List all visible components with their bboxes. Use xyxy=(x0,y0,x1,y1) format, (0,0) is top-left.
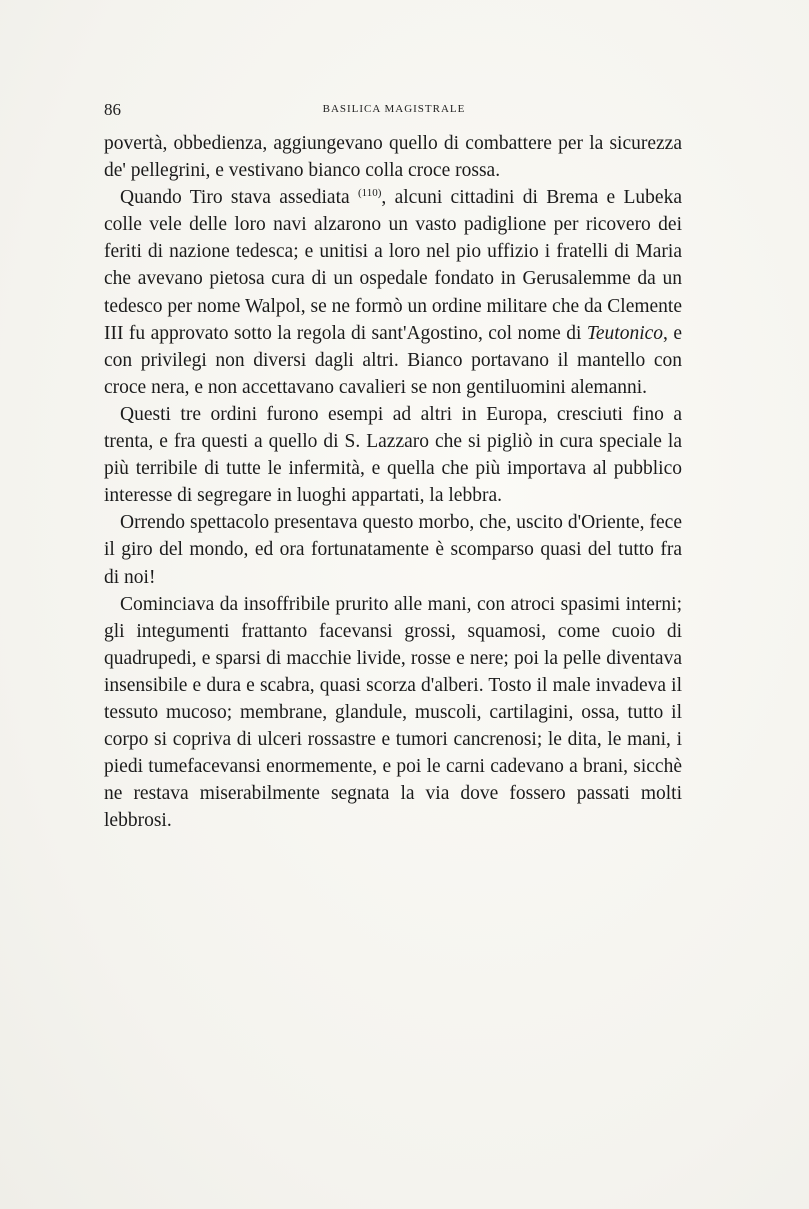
paragraph-text-part: Quando Tiro stava assediata xyxy=(120,187,358,209)
page-number: 86 xyxy=(104,100,121,119)
paragraph-teutonic-order xyxy=(104,184,682,401)
footnote-reference: (110) xyxy=(357,187,382,200)
page-header xyxy=(104,100,684,122)
paragraph-symptoms: Cominciava da insoffribile prurito alle mani, con atroci spasimi interni; gli integumenti frattanto facevansi grossi, squamosi, come cuoio di quadrupedi, e sparsi di macchie livide, rosse e nere; poi la pelle diventava insensibile e dura e scabra, quasi scorza d'alberi. Tosto il male invadeva il tessuto mucoso; membrane, glandule, muscoli, cartilagini, ossa, tutto il corpo si copriva di ulceri rossastre e tumori cancrenosi; le dita, le mani, i piedi tumefacevansi enormemente, e poi le carni cadevano a brani, sicchè ne restava miserabilmente segnata la via dove fossero passati molti lebbrosi. xyxy=(104,593,682,832)
body-text xyxy=(104,130,682,834)
running-head: BASILICA MAGISTRALE xyxy=(322,103,466,115)
paragraph-text-part: , e con privilegi non diversi dagli altri. Bianco portavano il mantello con croce nera, e non accettavano cavalieri se non gentiluomini alemanni. xyxy=(104,322,682,398)
paragraph-continuation: povertà, obbedienza, aggiungevano quello di combattere per la sicurezza de' pellegrini, e vestivano bianco colla croce rossa. xyxy=(104,133,682,182)
paragraph-text-part: , alcuni cittadini di Brema e Lubeka colle vele delle loro navi alzarono un vasto padiglione per ricovero dei feriti di nazione tedesca; e unitisi a loro nel pio uffizio i fratelli di Maria che avevano pietosa cura di un ospedale fondato in Gerusalemme da un tedesco per nome Walpol, se ne formò un ordine militare che da Clemente III fu approvato sotto la regola di sant'Agostino, col nome di xyxy=(104,187,683,344)
italic-term: Teutonico xyxy=(586,322,664,344)
paragraph-disease: Orrendo spettacolo presentava questo morbo, che, uscito d'Oriente, fece il giro del mondo, ed ora fortunatamente è scomparso quasi del tutto fra di noi! xyxy=(104,512,682,588)
paragraph-orders: Questi tre ordini furono esempi ad altri in Europa, cresciuti fino a trenta, e fra questi a quello di S. Lazzaro che si pigliò in cura speciale la più terribile di tutte le infermità, e quella che più importava al pubblico interesse di segregare in luoghi appartati, la lebbra. xyxy=(104,403,682,507)
